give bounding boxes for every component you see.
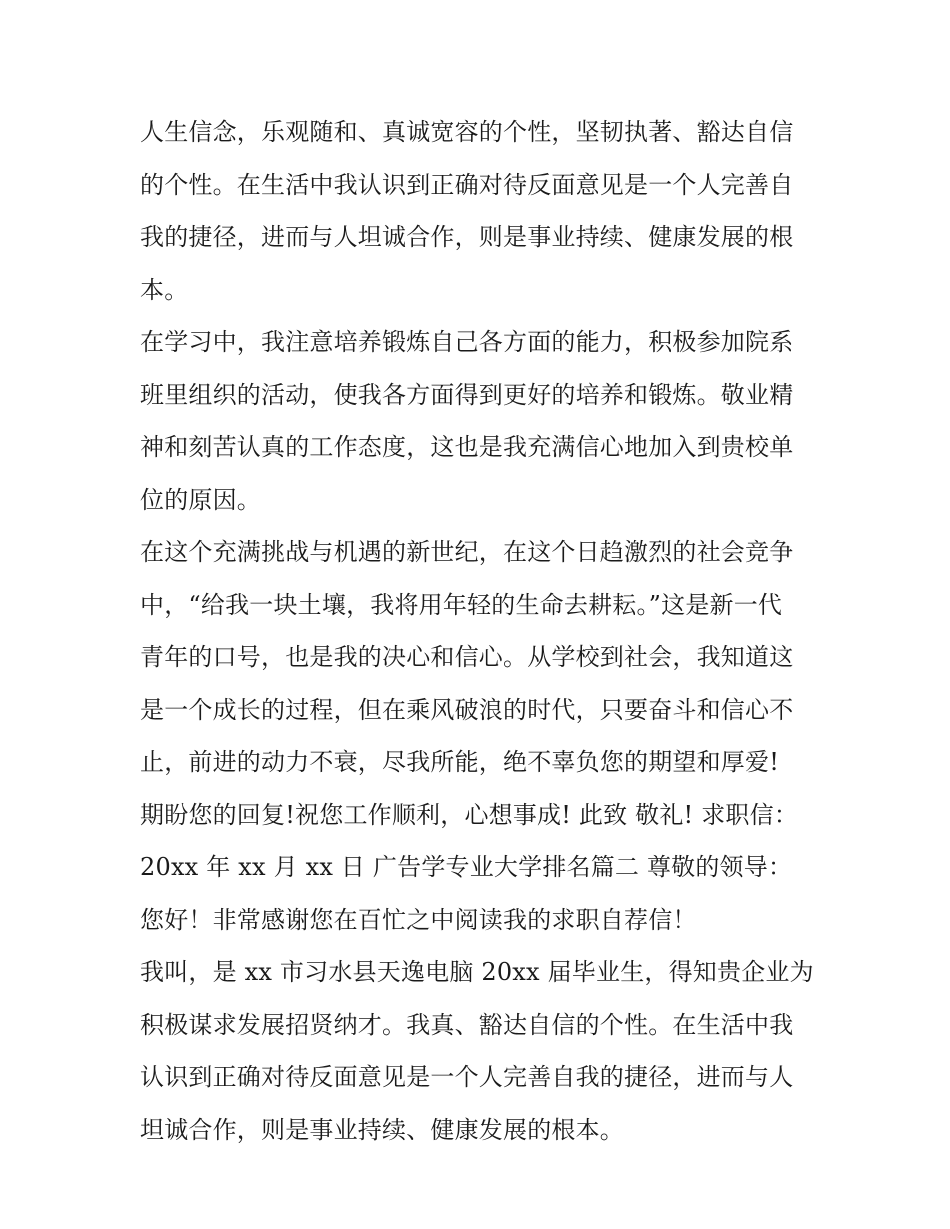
text-line: 止，前进的动力不衰，尽我所能，绝不辜负您的期望和厚爱! xyxy=(140,748,780,776)
text-line: 认识到正确对待反面意见是一个人完善自我的捷径，进而与人 xyxy=(140,1063,794,1091)
text-line: 在学习中，我注意培养锻炼自己各方面的能力，积极参加院系 xyxy=(140,328,794,356)
text-line: 神和刻苦认真的工作态度，这也是我充满信心地加入到贵校单 xyxy=(140,433,794,461)
text-line: 位的原因。 xyxy=(140,485,261,514)
text-line: 中，“给我一块土壤，我将用年轻的生命去耕耘。”这是新一代 xyxy=(140,590,783,619)
text-line: 在这个充满挑战与机遇的新世纪，在这个日趋激烈的社会竞争 xyxy=(140,538,794,566)
text-line: 20xx 年 xx 月 xx 日 广告学专业大学排名篇二 尊敬的领导： xyxy=(140,853,793,881)
text-line: 班里组织的活动，使我各方面得到更好的培养和锻炼。敬业精 xyxy=(140,380,794,409)
text-line: 期盼您的回复!祝您工作顺利，心想事成! 此致 敬礼! 求职信： xyxy=(140,800,799,829)
text-line: 我叫，是 xx 市习水县天逸电脑 20xx 届毕业生，得知贵企业为 xyxy=(140,958,814,986)
text-line: 是一个成长的过程，但在乘风破浪的时代，只要奋斗和信心不 xyxy=(140,695,794,724)
text-line: 我的捷径，进而与人坦诚合作，则是事业持续、健康发展的根 xyxy=(140,223,794,251)
text-line: 青年的口号，也是我的决心和信心。从学校到社会，我知道这 xyxy=(140,643,794,671)
text-line: 人生信念，乐观随和、真诚宽容的个性，坚韧执著、豁达自信 xyxy=(140,118,794,146)
document-body xyxy=(140,106,815,1156)
text-line: 的个性。在生活中我认识到正确对待反面意见是一个人完善自 xyxy=(140,170,794,199)
text-line: 您好！非常感谢您在百忙之中阅读我的求职自荐信！ xyxy=(140,905,697,934)
text-line: 本。 xyxy=(140,275,189,304)
text-line: 坦诚合作，则是事业持续、健康发展的根本。 xyxy=(140,1115,624,1144)
text-line: 积极谋求发展招贤纳才。我真、豁达自信的个性。在生活中我 xyxy=(140,1010,794,1039)
